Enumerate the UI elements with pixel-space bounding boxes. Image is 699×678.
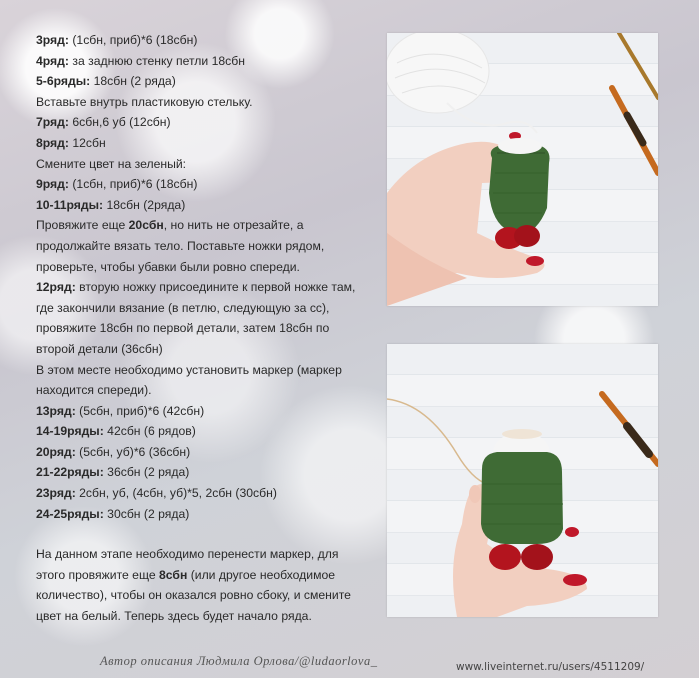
row-14-19: 14-19ряды: 42сбн (6 рядов) — [36, 424, 196, 439]
para2-line4: второй детали (36сбн) — [36, 341, 163, 356]
row-21-22: 21-22ряды: 36сбн (2 ряда) — [36, 465, 190, 480]
instructions-column — [36, 30, 382, 627]
photo-body-illustration — [387, 344, 658, 617]
row-20: 20ряд: (5сбн, уб)*6 (36сбн) — [36, 444, 191, 459]
row-3: 3ряд: (1сбн, приб)*6 (18сбн) — [36, 33, 198, 47]
row-12: 12ряд: вторую ножку присоедините к первой ножке там, — [36, 280, 356, 295]
row-10-11: 10-11ряды: 18сбн (2ряда) — [36, 197, 186, 212]
para4-line2: этого провяжите еще 8сбн (или другое необходимое — [36, 567, 336, 582]
photo-body-progress — [387, 344, 658, 617]
row-9: 9ряд: (1сбн, приб)*6 (18сбн) — [36, 177, 198, 192]
row-7: 7ряд: 6сбн,6 уб (12сбн) — [36, 115, 171, 130]
row-24-25: 24-25ряды: 30сбн (2 ряда) — [36, 506, 190, 521]
spacer — [36, 524, 382, 544]
row-23: 23ряд: 2сбн, уб, (4сбн, уб)*5, 2сбн (30сбн) — [36, 486, 277, 501]
para1-line3: проверьте, чтобы убавки были ровно спереди. — [36, 259, 300, 274]
photo-leg-illustration — [387, 33, 658, 306]
author-credit: Автор описания Людмила Орлова/@ludaorlova_ — [100, 654, 378, 668]
insert-insole-note: Вставьте внутрь пластиковую стельку. — [36, 94, 253, 109]
para2-line2: где закончили вязание (в петлю, следующую за сс), — [36, 300, 330, 315]
site-watermark: www.liveinternet.ru/users/4511209/ — [456, 661, 645, 673]
para4-line3: количество), чтобы он оказался ровно сбоку, и смените — [36, 588, 351, 603]
row-4: 4ряд: за заднюю стенку петли 18сбн — [36, 53, 245, 68]
para1-line2: продолжайте вязать тело. Поставьте ножки рядом, — [36, 238, 325, 253]
change-color-note: Смените цвет на зеленый: — [36, 156, 187, 171]
para4-line1: На данном этапе необходимо перенести маркер, для — [36, 547, 339, 562]
row-5-6: 5-6ряды: 18сбн (2 ряда) — [36, 74, 176, 89]
para4-line4: цвет на белый. Теперь здесь будет начало ряда. — [36, 609, 312, 624]
marker-note-line2: находится спереди). — [36, 383, 152, 398]
row-13: 13ряд: (5сбн, приб)*6 (42сбн) — [36, 403, 205, 418]
marker-note-line1: В этом месте необходимо установить маркер (маркер — [36, 362, 342, 377]
para1-line1: Провяжите еще 20сбн, но нить не отрезайте, а — [36, 218, 304, 233]
para2-line3: провяжите 18сбн по первой детали, затем 18сбн по — [36, 321, 330, 336]
photo-leg-progress — [387, 33, 658, 306]
row-8: 8ряд: 12сбн — [36, 135, 106, 150]
